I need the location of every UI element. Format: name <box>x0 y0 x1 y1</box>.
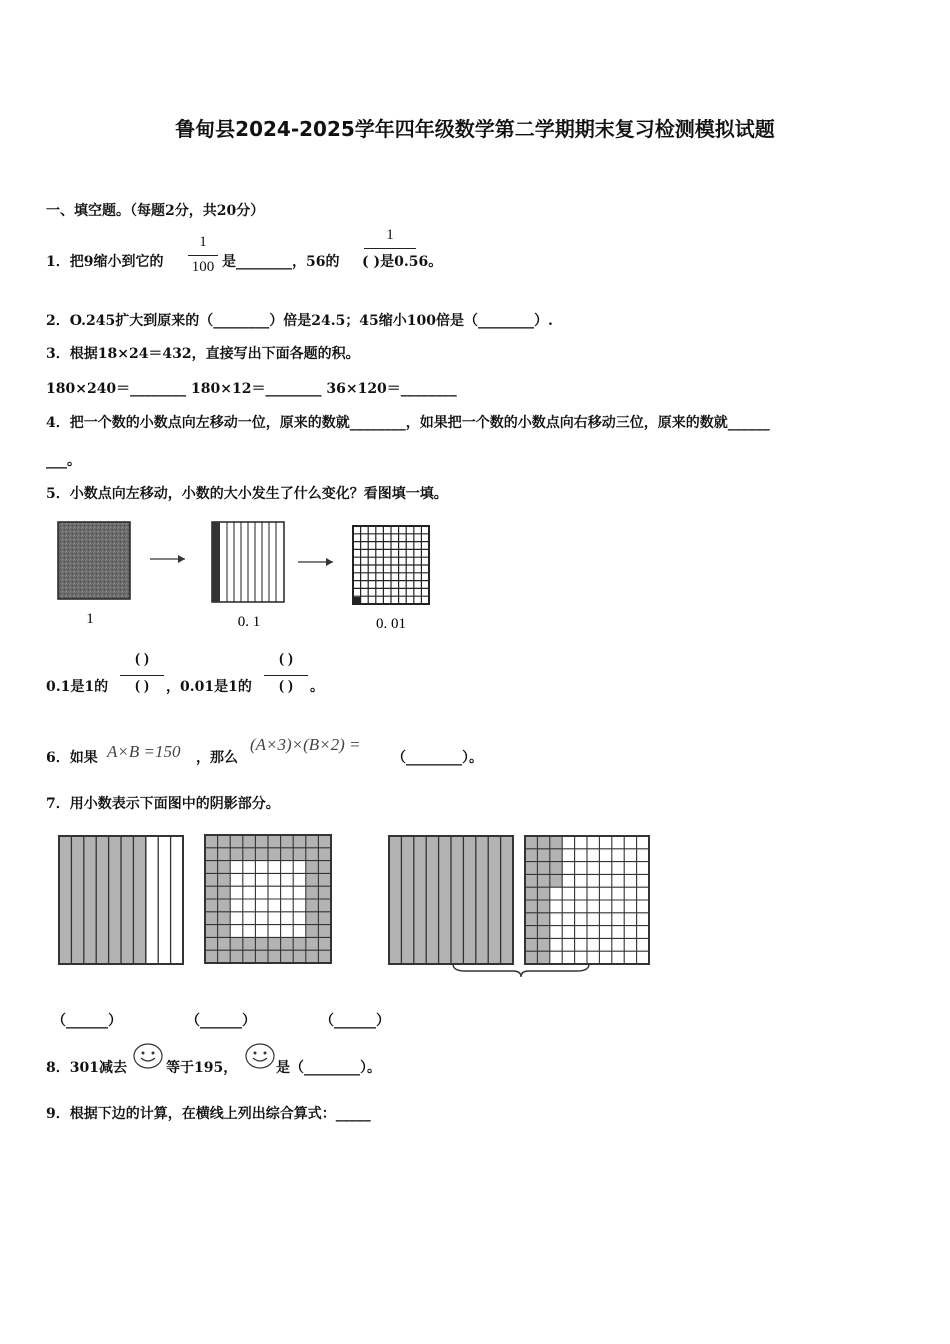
label-tenth: 0. 1 <box>237 614 261 630</box>
q7-grid-hundredths-2 <box>525 836 649 964</box>
q5-figure <box>50 515 450 640</box>
q1-frac2-line <box>364 248 416 249</box>
q7-figure <box>55 830 655 980</box>
q5-frac2-line <box>264 675 308 676</box>
q3-answers: 180×240＝________ 180×12＝________ 36×120＝________ <box>46 381 457 397</box>
q6-text-a: 6．如果 <box>46 750 98 766</box>
q5-frac2-den: ( ) <box>279 678 293 694</box>
q6-text-b: ，那么 <box>196 750 238 766</box>
square-tenths <box>212 522 284 602</box>
label-hundredth: 0. 01 <box>376 616 406 632</box>
q7-grid-tenths-1 <box>59 836 183 964</box>
q1-text-d: ( )是0.56。 <box>362 254 443 270</box>
q6-expr1: A×B =150 <box>107 742 181 761</box>
q7-answer-2: （______） <box>186 1013 256 1029</box>
q7-grid-tenths-2 <box>389 836 513 964</box>
q3-text: 3．根据18×24＝432，直接写出下面各题的积。 <box>46 346 360 362</box>
q4-text: 4．把一个数的小数点向左移动一位，原来的数就________，如果把一个数的小数点向右移动三位，原来的数就______ <box>46 415 770 431</box>
section-heading: 一、填空题。（每题2分，共20分） <box>46 203 265 219</box>
q1-frac-num: 1 <box>199 234 207 250</box>
q9-text: 9．根据下边的计算，在横线上列出综合算式：_____ <box>46 1106 371 1122</box>
smiley-icon <box>244 1042 276 1070</box>
q8-text-c: 是（________）。 <box>276 1060 381 1076</box>
q2-text: 2．O.245扩大到原来的（________）倍是24.5；45缩小100倍是（________）. <box>46 313 553 329</box>
smiley-icon <box>132 1042 164 1070</box>
q7-brace <box>453 964 589 977</box>
q7-text: 7．用小数表示下面图中的阴影部分。 <box>46 796 280 812</box>
q1-frac2-num: 1 <box>386 227 394 243</box>
q7-answer-1: （______） <box>52 1013 122 1029</box>
q7-answer-3: （______） <box>320 1013 390 1029</box>
q5-text: 5．小数点向左移动，小数的大小发生了什么变化？看图填一填。 <box>46 486 448 502</box>
q5-frac1-den: ( ) <box>135 678 149 694</box>
q1-text-a: 1．把9缩小到它的 <box>46 254 164 270</box>
q5-answer-b: ，0.01是1的 <box>166 679 252 695</box>
q5-frac1-num: ( ) <box>135 651 149 667</box>
label-one: 1 <box>86 611 94 627</box>
q7-grid-hundredths-frame <box>205 835 331 963</box>
q6-text-c: （________）。 <box>392 750 483 766</box>
q5-answer-a: 0.1是1的 <box>46 679 109 695</box>
q1-frac-line <box>188 255 218 256</box>
q8-text-a: 8．301减去 <box>46 1060 127 1076</box>
q8-text-b: 等于195， <box>166 1060 238 1076</box>
q5-answer-c: 。 <box>310 679 324 695</box>
q1-frac-den: 100 <box>191 259 215 275</box>
q6-expr2: (A×3)×(B×2) = <box>250 735 361 754</box>
page-title: 鲁甸县2024-2025学年四年级数学第二学期期末复习检测模拟试题 <box>175 117 775 141</box>
square-whole <box>58 522 130 599</box>
q1-text-b: 是________，56的 <box>222 254 340 270</box>
q4-text-cont: ___。 <box>46 453 81 469</box>
square-hundredths <box>353 526 429 604</box>
q5-frac1-line <box>120 675 164 676</box>
q5-frac2-num: ( ) <box>279 651 293 667</box>
